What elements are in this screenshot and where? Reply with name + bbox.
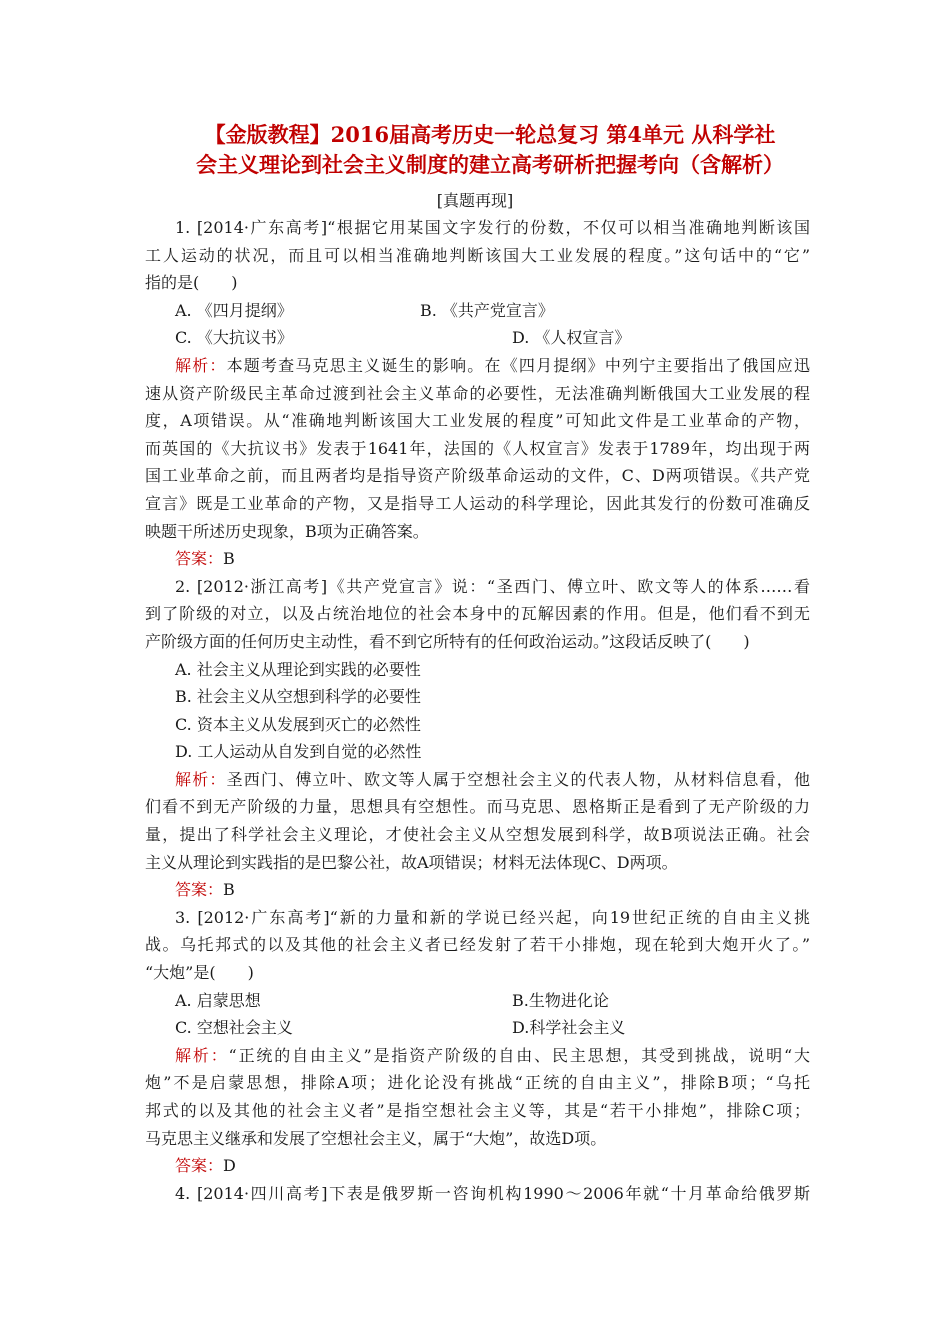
q1-answer — [145, 545, 810, 573]
q1-analysis-line: 而英国的《大抗议书》发表于1641年，法国的《人权宣言》发表于1789年，均出现于两 — [145, 438, 810, 458]
q1-analysis-line: 速从资产阶级民主革命过渡到社会主义革命的必要性，无法准确判断俄国大工业发展的程 — [145, 383, 810, 403]
q1-analysis-line: 映题干所述历史现象，B项为正确答案。 — [145, 521, 429, 541]
q3-analysis-line: 马克思主义继承和发展了空想社会主义，属于“大炮”，故选D项。 — [145, 1128, 607, 1148]
q2-option-b: B. 社会主义从空想到科学的必要性 — [175, 687, 421, 707]
q3-analysis-line: 炮”不是启蒙思想，排除A项；进化论没有挑战“正统的自由主义”，排除B项；“乌托 — [145, 1073, 810, 1093]
document-title-line-2: 会主义理论到社会主义制度的建立高考研析把握考向（含解析） — [196, 152, 784, 177]
q2-analysis-line — [145, 766, 810, 794]
answer-label: 答案： — [175, 880, 224, 900]
q2-analysis-text: 圣西门、傅立叶、欧文等人属于空想社会主义的代表人物，从材料信息看，他 — [226, 769, 810, 789]
q3-stem-line: 3. [2012·广东高考]“新的力量和新的学说已经兴起，向19世纪正统的自由主义挑 — [175, 907, 810, 927]
q1-analysis-line — [145, 352, 810, 380]
analysis-label: 解析： — [175, 355, 227, 375]
q2-option-c: C. 资本主义从发展到灭亡的必然性 — [175, 714, 421, 734]
q1-options-row — [145, 324, 810, 352]
q1-option-a: A. 《四月提纲》 — [175, 300, 293, 320]
q3-analysis-line: 邦式的以及其他的社会主义者”是指空想社会主义等，其是“若干小排炮”，排除C项； — [145, 1101, 810, 1120]
analysis-label: 解析： — [175, 769, 227, 789]
q3-analysis-line — [145, 1042, 810, 1070]
q3-stem-line: 战。乌托邦式的以及其他的社会主义者已经发射了若干小排炮，现在轮到大炮开火了。” — [145, 935, 810, 955]
q1-stem-line: 工人运动的状况，而且可以相当准确地判断该国大工业发展的程度。”这句话中的“它” — [145, 245, 810, 265]
q2-option-d: D. 工人运动从自发到自觉的必然性 — [175, 742, 422, 762]
q3-option-b: B.生物进化论 — [512, 990, 609, 1010]
q3-stem-line: “大炮”是( ) — [145, 963, 254, 983]
q1-analysis-line: 宣言》既是工业革命的产物，又是指导工人运动的科学理论，因此其发行的份数可准确反 — [145, 493, 810, 513]
q2-answer — [145, 876, 810, 904]
q3-option-a: A. 启蒙思想 — [175, 990, 261, 1010]
q2-stem-line: 产阶级方面的任何历史主动性，看不到它所特有的任何政治运动。”这段话反映了( ) — [145, 631, 750, 651]
q1-options-row — [145, 297, 810, 325]
document-title-line-1: 【金版教程】2016届高考历史一轮总复习 第4单元 从科学社 — [204, 122, 776, 147]
q2-answer-value: B — [223, 880, 235, 900]
q1-stem-line: 指的是( ) — [145, 273, 238, 293]
section-heading: [真题再现] — [436, 191, 514, 210]
answer-label: 答案： — [175, 1156, 224, 1176]
q2-analysis-line: 量，提出了科学社会主义理论，才使社会主义从空想发展到科学，故B项说法正确。社会 — [145, 825, 810, 845]
q2-stem-line: 到了阶级的对立，以及占统治地位的社会本身中的瓦解因素的作用。但是，他们看不到无 — [145, 604, 810, 624]
q1-analysis-line: 国工业革命之前，而且两者均是指导资产阶级革命运动的文件，C、D两项错误。《共产党 — [145, 466, 810, 486]
q1-stem-line: 1. [2014·广东高考]“根据它用某国文字发行的份数，不仅可以相当准确地判断该国 — [175, 218, 810, 237]
q1-option-b: B. 《共产党宣言》 — [420, 300, 554, 320]
q2-option-a: A. 社会主义从理论到实践的必要性 — [175, 659, 421, 679]
q3-options-row — [145, 987, 810, 1015]
q1-option-d: D. 《人权宣言》 — [512, 328, 631, 348]
document-body — [145, 214, 810, 1207]
answer-label: 答案： — [175, 549, 224, 569]
q1-option-c: C. 《大抗议书》 — [175, 328, 293, 348]
q1-analysis-line: 度，A项错误。从“准确地判断该国大工业发展的程度”可知此文件是工业革命的产物， — [145, 411, 810, 431]
q3-options-row — [145, 1014, 810, 1042]
analysis-label: 解析： — [175, 1045, 229, 1065]
q3-analysis-text: “正统的自由主义”是指资产阶级的自由、民主思想，其受到挑战，说明“大 — [228, 1045, 810, 1065]
q3-option-c: C. 空想社会主义 — [175, 1018, 293, 1038]
q4-stem-line: 4. [2014·四川高考]下表是俄罗斯一咨询机构1990～2006年就“十月革命给俄罗斯 — [175, 1183, 810, 1203]
q1-analysis-text: 本题考查马克思主义诞生的影响。在《四月提纲》中列宁主要指出了俄国应迅 — [226, 355, 810, 375]
q2-analysis-line: 主义从理论到实践指的是巴黎公社，故A项错误；材料无法体现C、D两项。 — [145, 852, 678, 872]
q2-analysis-line: 们看不到无产阶级的力量，思想具有空想性。而马克思、恩格斯正是看到了无产阶级的力 — [145, 797, 810, 817]
q3-answer — [145, 1152, 810, 1180]
q3-answer-value: D — [223, 1156, 236, 1176]
q3-option-d: D.科学社会主义 — [512, 1018, 626, 1038]
q2-stem-line: 2. [2012·浙江高考]《共产党宣言》说：“圣西门、傅立叶、欧文等人的体系……看 — [175, 576, 810, 596]
q1-answer-value: B — [223, 549, 235, 569]
